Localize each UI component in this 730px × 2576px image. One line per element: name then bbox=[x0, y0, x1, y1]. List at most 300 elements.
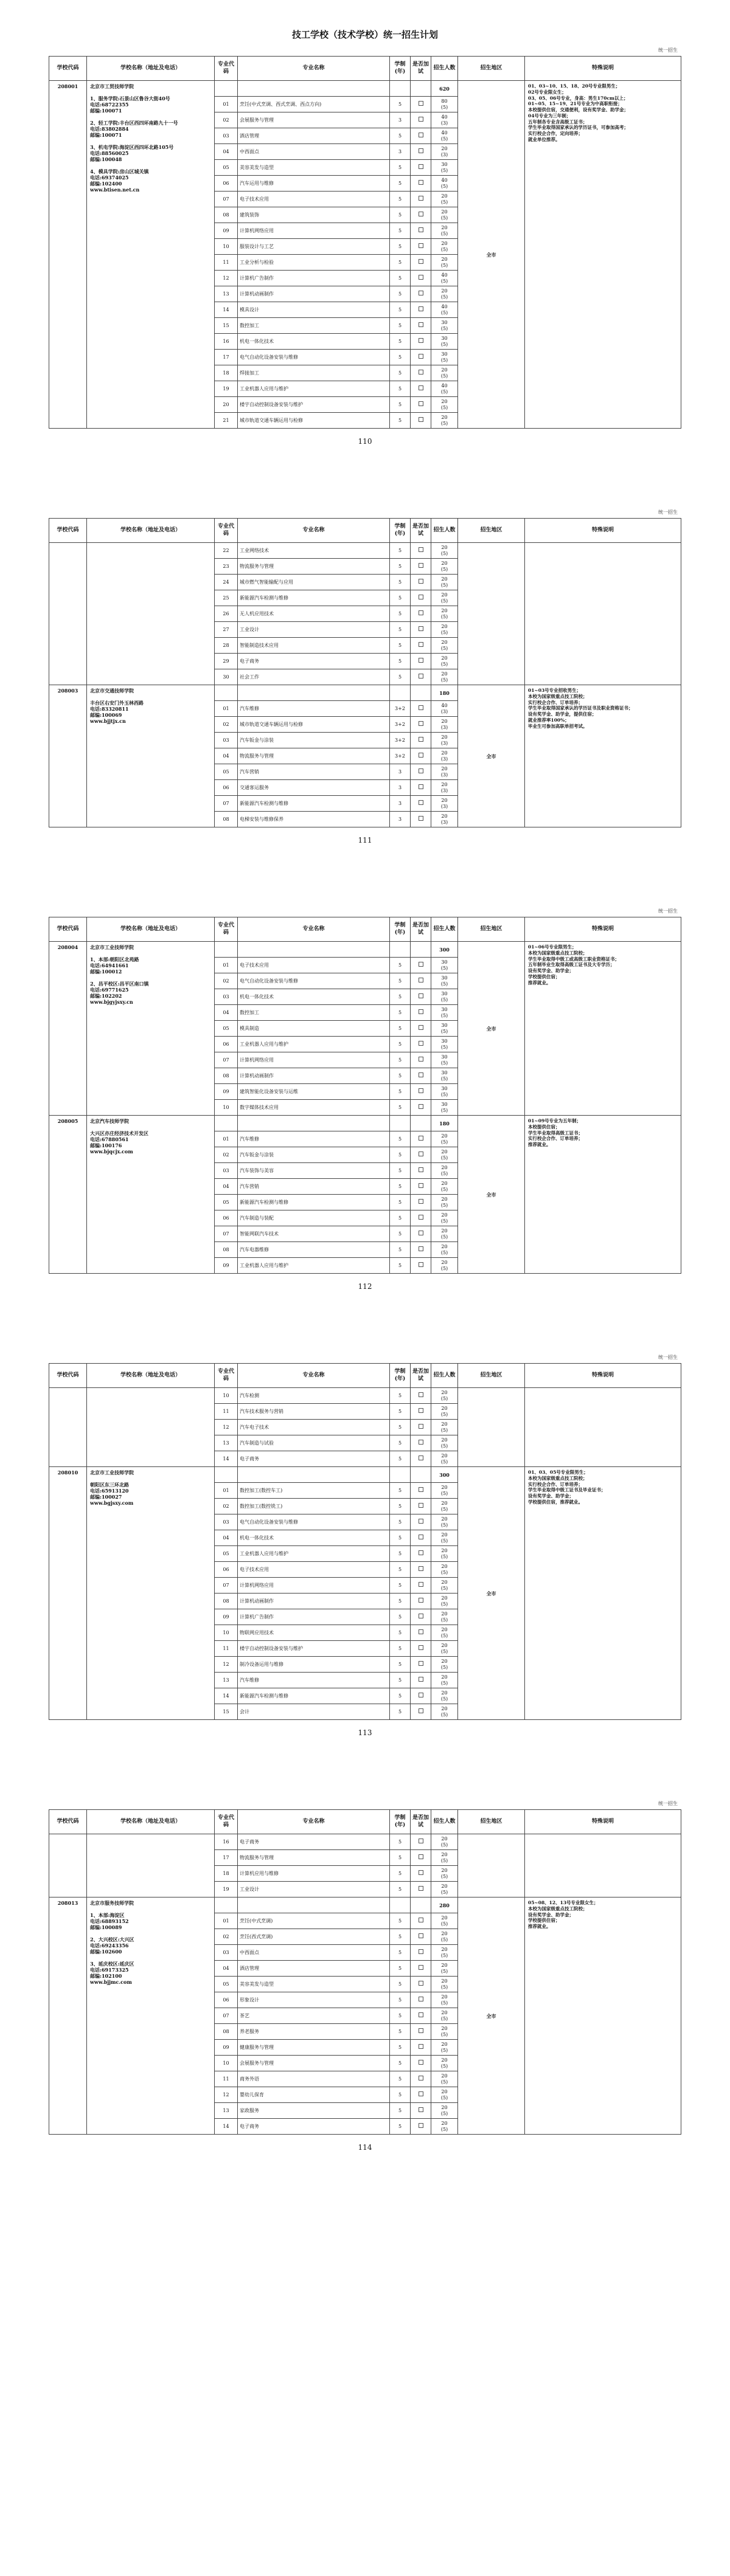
major-name: 建筑智能化设备安装与运维 bbox=[238, 1084, 390, 1100]
major-code: 02 bbox=[215, 1147, 238, 1163]
major-quota-years: (5) bbox=[440, 1218, 448, 1224]
major-quota-value: 40 bbox=[441, 130, 448, 136]
major-quota-value: 20 bbox=[441, 1836, 448, 1842]
extra-exam-cell bbox=[411, 748, 431, 764]
major-quota-value: 30 bbox=[441, 351, 448, 357]
col-major-name: 专业名称 bbox=[238, 1810, 390, 1834]
checkbox-icon bbox=[419, 212, 423, 216]
extra-exam-cell bbox=[411, 255, 431, 271]
checkbox-icon bbox=[419, 1997, 423, 2001]
extra-exam-cell bbox=[411, 1242, 431, 1258]
major-code: 17 bbox=[215, 1850, 238, 1866]
extra-exam-cell bbox=[411, 812, 431, 827]
checkbox-icon bbox=[419, 117, 423, 122]
major-name: 计算机动画制作 bbox=[238, 286, 390, 302]
major-name-empty bbox=[238, 1467, 390, 1483]
major-duration: 5 bbox=[390, 1625, 411, 1641]
checkbox-icon bbox=[419, 275, 423, 280]
major-quota-value: 20 bbox=[441, 624, 448, 630]
extra-exam-cell bbox=[411, 973, 431, 989]
major-quota bbox=[431, 1404, 458, 1420]
major-quota-value: 20 bbox=[441, 2073, 448, 2079]
major-code: 17 bbox=[215, 350, 238, 365]
major-name: 电子技术应用 bbox=[238, 958, 390, 973]
major-quota-value: 20 bbox=[441, 1228, 448, 1234]
major-duration: 5 bbox=[390, 176, 411, 192]
major-name: 电子技术应用 bbox=[238, 1562, 390, 1578]
extra-exam-cell bbox=[411, 1530, 431, 1546]
major-quota bbox=[431, 223, 458, 239]
major-duration: 5 bbox=[390, 1688, 411, 1704]
major-name: 电子商务 bbox=[238, 654, 390, 669]
major-code: 18 bbox=[215, 365, 238, 381]
major-code: 13 bbox=[215, 2103, 238, 2119]
major-code: 06 bbox=[215, 176, 238, 192]
page-header-note: 统一招生 bbox=[658, 908, 678, 914]
major-code: 12 bbox=[215, 1420, 238, 1435]
major-quota-value: 30 bbox=[441, 1086, 448, 1092]
extra-exam-cell bbox=[411, 192, 431, 207]
col-extra-exam: 是否加试 bbox=[411, 1810, 431, 1834]
extra-exam-cell bbox=[411, 2024, 431, 2040]
major-quota-value: 20 bbox=[441, 399, 448, 405]
extra-exam-cell bbox=[411, 575, 431, 590]
major-quota-years: (5) bbox=[440, 262, 448, 268]
major-quota-years: (5) bbox=[440, 1170, 448, 1176]
major-quota-years: (5) bbox=[440, 1139, 448, 1145]
major-quota-years: (3) bbox=[440, 803, 448, 809]
major-quota bbox=[431, 1242, 458, 1258]
major-name: 中西面点 bbox=[238, 144, 390, 160]
major-duration: 5 bbox=[390, 318, 411, 334]
checkbox-icon bbox=[419, 1519, 423, 1524]
major-duration: 3+2 bbox=[390, 701, 411, 717]
major-quota-value: 20 bbox=[441, 1149, 448, 1155]
major-quota-years: (5) bbox=[440, 1984, 448, 1990]
major-name: 楼宇自动控制设备安装与维护 bbox=[238, 1641, 390, 1657]
extra-exam-cell bbox=[411, 1021, 431, 1037]
major-code: 09 bbox=[215, 1084, 238, 1100]
major-code: 03 bbox=[215, 989, 238, 1005]
checkbox-icon bbox=[419, 1582, 423, 1587]
major-name: 汽车营销 bbox=[238, 764, 390, 780]
major-quota-value: 30 bbox=[441, 959, 448, 965]
major-quota-value: 20 bbox=[441, 1196, 448, 1203]
checkbox-icon bbox=[419, 2060, 423, 2065]
major-quota bbox=[431, 1147, 458, 1163]
major-name-empty bbox=[238, 1116, 390, 1131]
major-quota-years: (5) bbox=[440, 2126, 448, 2132]
major-duration: 5 bbox=[390, 1834, 411, 1850]
major-quota-value: 20 bbox=[441, 146, 448, 152]
major-quota-value: 40 bbox=[441, 304, 448, 310]
major-quota-value: 20 bbox=[441, 1516, 448, 1522]
extra-exam-cell bbox=[411, 2071, 431, 2087]
major-quota-value: 20 bbox=[441, 640, 448, 646]
major-code: 04 bbox=[215, 1005, 238, 1021]
major-quota bbox=[431, 1258, 458, 1274]
major-code: 08 bbox=[215, 812, 238, 827]
school-info: 北京市交通技师学院 丰台区右安门外玉林西路 电话:83320811 邮编:100069 www.bjjtjx.cn bbox=[87, 685, 215, 827]
major-code: 07 bbox=[215, 796, 238, 812]
extra-exam-cell bbox=[411, 365, 431, 381]
major-quota-years: (5) bbox=[440, 1443, 448, 1449]
duration-empty bbox=[390, 1116, 411, 1131]
major-code: 18 bbox=[215, 1866, 238, 1882]
col-school-code: 学校代码 bbox=[49, 519, 87, 543]
major-code: 10 bbox=[215, 1625, 238, 1641]
major-quota bbox=[431, 989, 458, 1005]
major-quota bbox=[431, 160, 458, 176]
major-quota bbox=[431, 654, 458, 669]
major-quota bbox=[431, 2008, 458, 2024]
major-quota bbox=[431, 2087, 458, 2103]
major-duration: 5 bbox=[390, 543, 411, 559]
col-extra-exam: 是否加试 bbox=[411, 1364, 431, 1388]
checkbox-icon bbox=[419, 626, 423, 631]
major-duration: 5 bbox=[390, 1866, 411, 1882]
major-duration: 5 bbox=[390, 1961, 411, 1977]
col-duration: 学制(年) bbox=[390, 519, 411, 543]
major-duration: 5 bbox=[390, 2071, 411, 2087]
major-quota bbox=[431, 413, 458, 429]
major-quota-years: (3) bbox=[440, 724, 448, 730]
document-page bbox=[49, 879, 681, 1291]
major-code: 06 bbox=[215, 1562, 238, 1578]
checkbox-icon bbox=[419, 1933, 423, 1938]
col-note: 特殊说明 bbox=[525, 57, 681, 81]
major-quota-years: (5) bbox=[440, 1186, 448, 1192]
major-code: 02 bbox=[215, 717, 238, 733]
major-name: 社会工作 bbox=[238, 669, 390, 685]
school-code: 208001 bbox=[49, 81, 87, 429]
major-quota bbox=[431, 192, 458, 207]
major-duration: 5 bbox=[390, 1562, 411, 1578]
col-extra-exam: 是否加试 bbox=[411, 57, 431, 81]
major-quota-value: 20 bbox=[441, 608, 448, 614]
col-area: 招生地区 bbox=[458, 917, 525, 942]
extra-exam-cell bbox=[411, 1435, 431, 1451]
major-quota bbox=[431, 575, 458, 590]
major-name: 计算机广告制作 bbox=[238, 1609, 390, 1625]
extra-exam-cell bbox=[411, 1609, 431, 1625]
col-quota: 招生人数 bbox=[431, 1364, 458, 1388]
major-code: 12 bbox=[215, 2087, 238, 2103]
checkbox-icon bbox=[419, 2028, 423, 2033]
table-header-row bbox=[49, 519, 681, 543]
extra-exam-cell bbox=[411, 97, 431, 112]
major-code: 05 bbox=[215, 1195, 238, 1210]
major-name-empty bbox=[238, 685, 390, 701]
major-quota-value: 20 bbox=[441, 750, 448, 756]
major-quota bbox=[431, 812, 458, 827]
checkbox-icon bbox=[419, 705, 423, 710]
major-code: 27 bbox=[215, 622, 238, 638]
major-duration: 5 bbox=[390, 1131, 411, 1147]
major-quota bbox=[431, 1609, 458, 1625]
major-code: 08 bbox=[215, 2024, 238, 2040]
school-quota-total: 300 bbox=[431, 1467, 458, 1483]
major-code: 03 bbox=[215, 1163, 238, 1179]
major-quota-value: 20 bbox=[441, 1659, 448, 1665]
major-duration: 5 bbox=[390, 1929, 411, 1945]
major-quota-years: (3) bbox=[440, 772, 448, 778]
major-name: 婴幼儿保育 bbox=[238, 2087, 390, 2103]
major-code-empty bbox=[215, 1467, 238, 1483]
page-header-note: 统一招生 bbox=[658, 47, 678, 53]
major-name: 健康服务与管理 bbox=[238, 2040, 390, 2056]
school-code: 208003 bbox=[49, 685, 87, 827]
col-quota: 招生人数 bbox=[431, 519, 458, 543]
school-area: 全市 bbox=[458, 685, 525, 827]
major-quota-value: 20 bbox=[441, 1421, 448, 1428]
major-duration: 5 bbox=[390, 2056, 411, 2071]
major-code: 16 bbox=[215, 334, 238, 350]
major-quota bbox=[431, 144, 458, 160]
major-quota bbox=[431, 112, 458, 128]
major-quota-years: (5) bbox=[440, 1664, 448, 1670]
major-duration: 5 bbox=[390, 350, 411, 365]
major-code: 06 bbox=[215, 1037, 238, 1052]
major-quota bbox=[431, 1388, 458, 1404]
major-name: 电梯安装与维修保养 bbox=[238, 812, 390, 827]
extra-exam-cell bbox=[411, 543, 431, 559]
major-name: 电子商务 bbox=[238, 2119, 390, 2135]
col-duration: 学制(年) bbox=[390, 917, 411, 942]
major-quota-years: (3) bbox=[440, 120, 448, 126]
checkbox-icon bbox=[419, 1949, 423, 1954]
checkbox-icon bbox=[419, 1136, 423, 1141]
major-name: 无人机应用技术 bbox=[238, 606, 390, 622]
checkbox-icon bbox=[419, 1981, 423, 1986]
major-duration: 5 bbox=[390, 255, 411, 271]
major-duration: 5 bbox=[390, 590, 411, 606]
major-duration: 5 bbox=[390, 413, 411, 429]
col-duration: 学制(年) bbox=[390, 1364, 411, 1388]
extra-exam-cell bbox=[411, 1977, 431, 1992]
major-code: 15 bbox=[215, 1704, 238, 1720]
extra-exam-cell bbox=[411, 334, 431, 350]
checkbox-icon bbox=[419, 1693, 423, 1697]
major-quota bbox=[431, 1992, 458, 2008]
major-quota bbox=[431, 1688, 458, 1704]
major-code: 13 bbox=[215, 1673, 238, 1688]
major-name: 形象设计 bbox=[238, 1992, 390, 2008]
major-quota-years: (5) bbox=[440, 1155, 448, 1161]
major-quota-value: 20 bbox=[441, 1611, 448, 1617]
school-info: 北京汽车技师学院 大兴区亦庄经济技术开发区 电话:67880561 邮编:100176 www.bjqcjx.com bbox=[87, 1116, 215, 1274]
page-number: 111 bbox=[358, 836, 372, 844]
checkbox-icon bbox=[419, 2123, 423, 2128]
major-quota-value: 20 bbox=[441, 1548, 448, 1554]
major-quota-value: 30 bbox=[441, 1007, 448, 1013]
extra-exam-cell bbox=[411, 1499, 431, 1514]
major-name: 汽车营销 bbox=[238, 1179, 390, 1195]
page-number: 110 bbox=[358, 437, 372, 446]
major-duration: 5 bbox=[390, 973, 411, 989]
major-quota bbox=[431, 1961, 458, 1977]
major-quota-value: 20 bbox=[441, 1627, 448, 1633]
col-duration: 学制(年) bbox=[390, 1810, 411, 1834]
checkbox-icon bbox=[419, 148, 423, 153]
school-note: 01~09号专业为五年制； 本校提供住宿； 学生毕业取得高级工证书； 实行校企合作、订单培养； 推荐就业。 bbox=[525, 1116, 681, 1274]
duration-empty bbox=[390, 1897, 411, 1913]
checkbox-icon bbox=[419, 338, 423, 343]
major-duration: 5 bbox=[390, 575, 411, 590]
major-quota-value: 40 bbox=[441, 703, 448, 709]
enrollment-table bbox=[49, 917, 681, 1274]
major-quota bbox=[431, 207, 458, 223]
major-name: 汽车检测 bbox=[238, 1388, 390, 1404]
major-name: 汽车维修 bbox=[238, 701, 390, 717]
major-quota-years: (5) bbox=[440, 1091, 448, 1097]
col-major-code: 专业代码 bbox=[215, 57, 238, 81]
col-area: 招生地区 bbox=[458, 1810, 525, 1834]
major-code: 09 bbox=[215, 223, 238, 239]
school-total-row bbox=[49, 1467, 681, 1483]
major-name: 城市燃气智能输配与应用 bbox=[238, 575, 390, 590]
major-quota-value: 20 bbox=[441, 655, 448, 661]
major-quota-years: (5) bbox=[440, 1968, 448, 1974]
checkbox-icon bbox=[419, 753, 423, 758]
major-name: 会计 bbox=[238, 1704, 390, 1720]
checkbox-icon bbox=[419, 2091, 423, 2096]
major-quota-value: 20 bbox=[441, 367, 448, 373]
table-header-row bbox=[49, 1364, 681, 1388]
page-gap bbox=[0, 1291, 730, 1325]
school-area-cont bbox=[458, 1834, 525, 1897]
major-code: 08 bbox=[215, 207, 238, 223]
major-row bbox=[49, 1388, 681, 1404]
major-quota-years: (5) bbox=[440, 1617, 448, 1623]
major-quota-years: (5) bbox=[440, 1889, 448, 1895]
major-quota-years: (5) bbox=[440, 1044, 448, 1050]
major-quota-value: 20 bbox=[441, 782, 448, 788]
major-duration: 5 bbox=[390, 1404, 411, 1420]
extra-exam-cell bbox=[411, 176, 431, 192]
major-quota-years: (5) bbox=[440, 1522, 448, 1528]
major-quota bbox=[431, 796, 458, 812]
extra-exam-cell bbox=[411, 638, 431, 654]
major-code: 15 bbox=[215, 318, 238, 334]
major-duration: 3 bbox=[390, 796, 411, 812]
major-quota bbox=[431, 1834, 458, 1850]
major-code: 11 bbox=[215, 1641, 238, 1657]
checkbox-icon bbox=[419, 1183, 423, 1188]
checkbox-icon bbox=[419, 2012, 423, 2017]
extra-exam-cell bbox=[411, 112, 431, 128]
checkbox-icon bbox=[419, 547, 423, 552]
school-note: 01、03、05号专业限男生； 本校为国家级重点技工院校； 实行校企合作、订单培养； 学生毕业取得中级工证书及毕业证书； 设有奖学金、助学金； 学校提供住宿，推荐就业。 bbox=[525, 1467, 681, 1720]
major-quota bbox=[431, 733, 458, 748]
checkbox-icon bbox=[419, 1424, 423, 1429]
checkbox-icon bbox=[419, 354, 423, 359]
major-duration: 3 bbox=[390, 144, 411, 160]
major-quota bbox=[431, 1641, 458, 1657]
major-name: 数控加工 bbox=[238, 318, 390, 334]
page-number: 112 bbox=[358, 1282, 372, 1291]
major-name: 物联网应用技术 bbox=[238, 1625, 390, 1641]
extra-exam-cell bbox=[411, 1068, 431, 1084]
checkbox-icon bbox=[419, 1645, 423, 1650]
major-code-empty bbox=[215, 685, 238, 701]
major-quota bbox=[431, 255, 458, 271]
major-name: 物流服务与管理 bbox=[238, 1850, 390, 1866]
major-name: 工业网络技术 bbox=[238, 543, 390, 559]
major-quota-value: 30 bbox=[441, 1054, 448, 1060]
major-duration: 5 bbox=[390, 1609, 411, 1625]
major-quota-value: 20 bbox=[441, 2121, 448, 2127]
major-duration: 5 bbox=[390, 989, 411, 1005]
checkbox-icon bbox=[419, 1550, 423, 1555]
checkbox-icon bbox=[419, 563, 423, 568]
major-quota-years: (3) bbox=[440, 756, 448, 762]
checkbox-icon bbox=[419, 2076, 423, 2080]
checkbox-icon bbox=[419, 1246, 423, 1251]
checkbox-icon bbox=[419, 1104, 423, 1109]
major-duration: 5 bbox=[390, 1451, 411, 1467]
major-duration: 5 bbox=[390, 1258, 411, 1274]
major-name: 机电一体化技术 bbox=[238, 334, 390, 350]
extra-exam-cell bbox=[411, 286, 431, 302]
major-quota-years: (5) bbox=[440, 598, 448, 604]
major-quota-value: 30 bbox=[441, 162, 448, 168]
checkbox-icon bbox=[419, 1677, 423, 1682]
major-duration: 5 bbox=[390, 192, 411, 207]
checkbox-icon bbox=[419, 1661, 423, 1666]
major-quota bbox=[431, 350, 458, 365]
col-school-code: 学校代码 bbox=[49, 1364, 87, 1388]
checkbox-icon bbox=[419, 595, 423, 599]
major-quota-value: 40 bbox=[441, 272, 448, 278]
major-name: 汽车电子技术 bbox=[238, 1420, 390, 1435]
col-school-code: 学校代码 bbox=[49, 1810, 87, 1834]
major-quota-value: 20 bbox=[441, 1500, 448, 1507]
major-quota-value: 30 bbox=[441, 1023, 448, 1029]
major-quota-years: (5) bbox=[440, 1076, 448, 1082]
major-quota-value: 20 bbox=[441, 1564, 448, 1570]
major-duration: 5 bbox=[390, 1179, 411, 1195]
major-quota bbox=[431, 1068, 458, 1084]
checkbox-icon bbox=[419, 1503, 423, 1508]
major-quota-value: 20 bbox=[441, 241, 448, 247]
school-quota-total: 300 bbox=[431, 942, 458, 958]
major-quota-value: 40 bbox=[441, 114, 448, 120]
extra-exam-cell bbox=[411, 669, 431, 685]
major-quota-value: 20 bbox=[441, 1947, 448, 1953]
major-code: 13 bbox=[215, 286, 238, 302]
major-quota-years: (5) bbox=[440, 981, 448, 987]
major-quota-value: 20 bbox=[441, 2042, 448, 2048]
major-duration: 5 bbox=[390, 365, 411, 381]
major-name-empty bbox=[238, 81, 390, 97]
major-name: 汽车制造与试验 bbox=[238, 1435, 390, 1451]
major-quota-years: (5) bbox=[440, 309, 448, 316]
enrollment-table bbox=[49, 1363, 681, 1720]
major-quota bbox=[431, 764, 458, 780]
major-code: 04 bbox=[215, 1179, 238, 1195]
major-code: 11 bbox=[215, 1404, 238, 1420]
major-quota bbox=[431, 1483, 458, 1499]
extra-exam-cell bbox=[411, 1945, 431, 1961]
major-code: 07 bbox=[215, 1226, 238, 1242]
major-code: 05 bbox=[215, 160, 238, 176]
major-quota-value: 40 bbox=[441, 178, 448, 184]
checkbox-icon bbox=[419, 1199, 423, 1204]
page-gap bbox=[0, 1738, 730, 1772]
major-duration: 5 bbox=[390, 1913, 411, 1929]
col-note: 特殊说明 bbox=[525, 1364, 681, 1388]
